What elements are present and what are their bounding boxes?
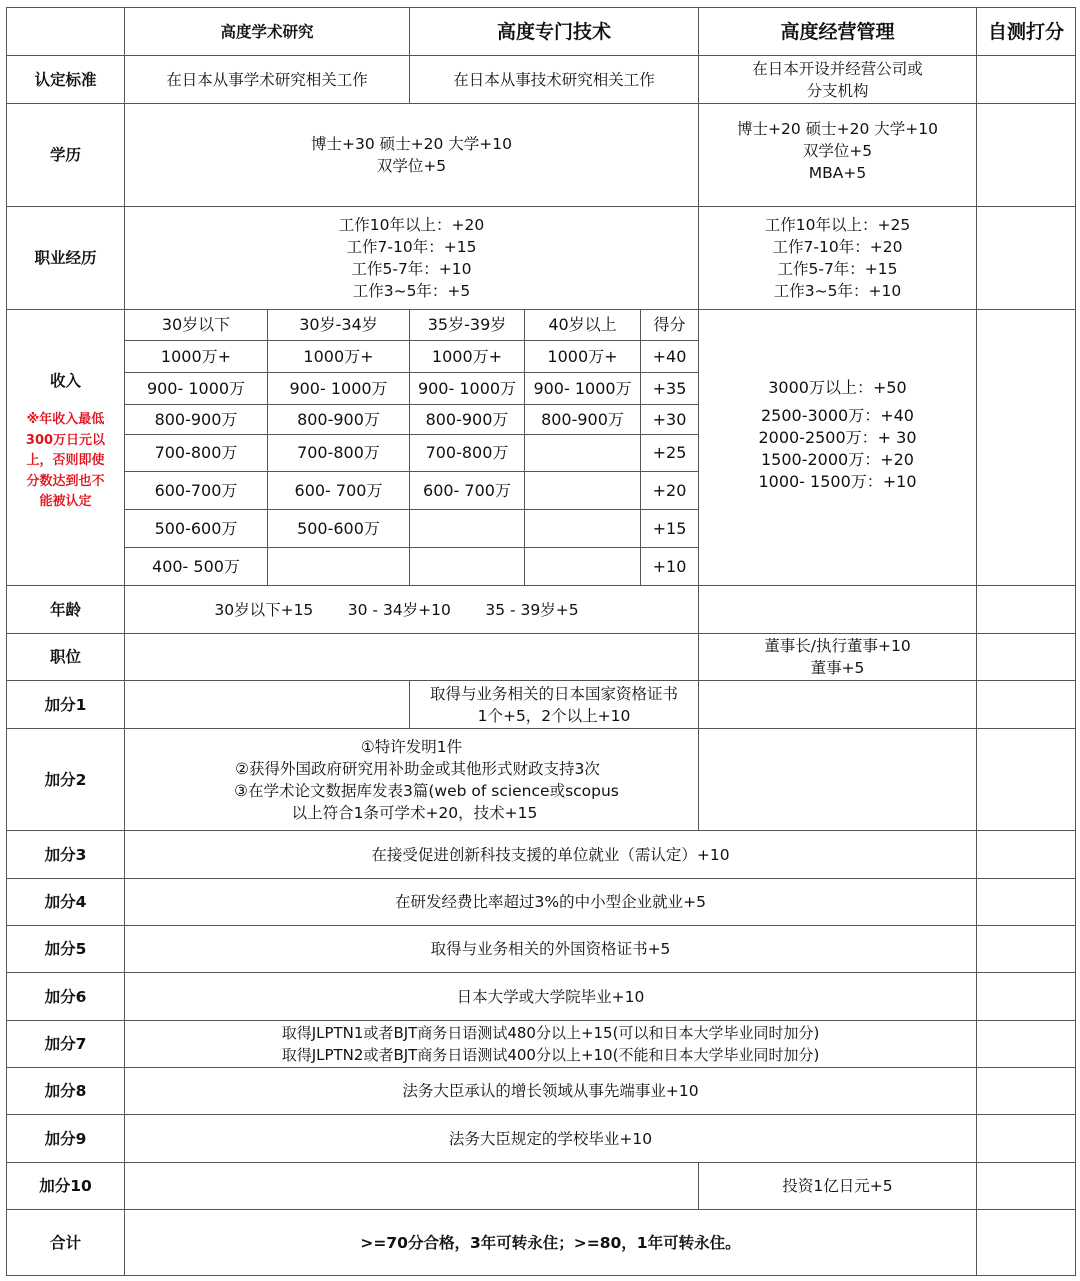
career-line: 工作3~5年：+10 [773, 282, 902, 300]
income-col-35-39: 35岁-39岁 [409, 309, 525, 341]
income-cell: 900- 1000万 [124, 372, 268, 405]
income-cell: 600- 700万 [267, 471, 410, 510]
bonus4-all: 在研发经费比率超过3%的中小型企业就业+5 [124, 878, 977, 926]
self-score-cell-position[interactable] [976, 633, 1076, 681]
bonus1-line: 取得与业务相关的日本国家资格证书 [429, 684, 678, 703]
row-label-bonus9: 加分9 [6, 1114, 125, 1163]
position-line: 董事+5 [810, 659, 865, 677]
bonus10-academic-technical [124, 1162, 699, 1210]
row-label-bonus4: 加分4 [6, 878, 125, 926]
income-cell [409, 547, 525, 586]
income-col-under30: 30岁以下 [124, 309, 268, 341]
income-note-line: ※年收入最低 [26, 412, 105, 428]
header-self-score: 自测打分 [976, 7, 1076, 56]
row-label-bonus5: 加分5 [6, 925, 125, 973]
bonus7-line: 取得JLPTN1或者BJT商务日语测试480分以上+15(可以和日本大学毕业同时加分) [281, 1024, 820, 1042]
row-label-total: 合计 [6, 1209, 125, 1276]
career-line: 工作5-7年：+10 [351, 260, 472, 278]
row-label-bonus7: 加分7 [6, 1020, 125, 1068]
education-management [698, 103, 977, 207]
criteria-management-line: 分支机构 [806, 81, 869, 100]
income-management-line: 2500-3000万：+40 [761, 405, 914, 425]
income-management-line: 2000-2500万：+ 30 [758, 427, 917, 447]
income-score: +10 [640, 547, 699, 586]
row-label-education: 学历 [6, 103, 125, 207]
bonus5-all: 取得与业务相关的外国资格证书+5 [124, 925, 977, 973]
career-academic-technical [124, 206, 699, 310]
income-cell: 700-800万 [267, 434, 410, 472]
row-label-bonus8: 加分8 [6, 1067, 125, 1115]
bonus2-line: 以上符合1条可学术+20，技术+15 [291, 803, 538, 822]
income-cell: 1000万+ [267, 340, 410, 373]
income-cell: 600- 700万 [409, 471, 525, 510]
total-all: >=70分合格，3年可转永住；>=80，1年可转永住。 [124, 1209, 977, 1276]
self-score-cell-bonus4[interactable] [976, 878, 1076, 926]
income-cell [524, 547, 641, 586]
age-management [698, 585, 977, 634]
income-cell: 900- 1000万 [409, 372, 525, 405]
education-line: 博士+30 硕士+20 大学+10 [311, 135, 512, 153]
income-note-line: 能被认定 [39, 494, 92, 510]
self-score-cell-career[interactable] [976, 206, 1076, 310]
career-line: 工作5-7年：+15 [777, 260, 898, 278]
career-line: 工作7-10年：+20 [772, 238, 903, 256]
career-line: 工作10年以上：+25 [764, 216, 911, 234]
income-score: +35 [640, 372, 699, 405]
row-label-bonus6: 加分6 [6, 972, 125, 1021]
bonus7-line: 取得JLPTN2或者BJT商务日语测试400分以上+10(不能和日本大学毕业同时加分) [281, 1046, 820, 1064]
income-cell: 800-900万 [267, 404, 410, 435]
row-label-bonus3: 加分3 [6, 830, 125, 879]
row-label-bonus2: 加分2 [6, 728, 125, 831]
education-line: MBA+5 [808, 164, 867, 182]
self-score-cell-bonus6[interactable] [976, 972, 1076, 1021]
income-note-line: 300万日元以 [25, 432, 106, 448]
career-line: 工作3~5年：+5 [352, 282, 471, 300]
income-cell: 400- 500万 [124, 547, 268, 586]
education-line: 双学位+5 [802, 142, 873, 160]
header-academic: 高度学术研究 [124, 7, 410, 56]
self-score-cell-education[interactable] [976, 103, 1076, 207]
header-management: 高度经营管理 [698, 7, 977, 56]
bonus2-academic-technical [124, 728, 699, 831]
income-score: +40 [640, 340, 699, 373]
education-academic-technical [124, 103, 699, 207]
row-label-career: 职业经历 [6, 206, 125, 310]
income-score: +15 [640, 509, 699, 548]
income-cell: 1000万+ [409, 340, 525, 373]
row-label-criteria: 认定标准 [6, 55, 125, 104]
criteria-academic: 在日本从事学术研究相关工作 [124, 55, 410, 104]
income-label: 收入 [49, 372, 81, 391]
position-management [698, 633, 977, 681]
income-cell: 600-700万 [124, 471, 268, 510]
row-label-bonus1: 加分1 [6, 680, 125, 729]
header-technical: 高度专门技术 [409, 7, 699, 56]
income-col-score: 得分 [640, 309, 699, 341]
bonus7-all [124, 1020, 977, 1068]
bonus1-line: 1个+5，2个以上+10 [477, 706, 631, 725]
income-score: +20 [640, 471, 699, 510]
income-cell [267, 547, 410, 586]
bonus1-academic [124, 680, 410, 729]
criteria-technical: 在日本从事技术研究相关工作 [409, 55, 699, 104]
education-line: 博士+20 硕士+20 大学+10 [737, 120, 938, 138]
self-score-cell-bonus3[interactable] [976, 830, 1076, 879]
income-score: +30 [640, 404, 699, 435]
position-academic-technical [124, 633, 699, 681]
income-cell: 500-600万 [267, 509, 410, 548]
income-cell [524, 471, 641, 510]
row-label-position: 职位 [6, 633, 125, 681]
income-management-line: 1500-2000万：+20 [761, 449, 914, 469]
income-score: +25 [640, 434, 699, 472]
income-cell: 700-800万 [409, 434, 525, 472]
income-cell: 900- 1000万 [524, 372, 641, 405]
self-score-cell-bonus2[interactable] [976, 728, 1076, 831]
income-cell: 1000万+ [124, 340, 268, 373]
self-score-cell-age[interactable] [976, 585, 1076, 634]
bonus2-line: ②获得外国政府研究用补助金或其他形式财政支持3次 [235, 759, 600, 778]
income-col-over40: 40岁以上 [524, 309, 641, 341]
criteria-management [698, 55, 977, 104]
education-line: 双学位+5 [376, 157, 447, 175]
income-cell: 500-600万 [124, 509, 268, 548]
self-score-cell-bonus7[interactable] [976, 1020, 1076, 1068]
income-cell: 900- 1000万 [267, 372, 410, 405]
age-text: 30岁以下+15 30 - 34岁+10 35 - 39岁+5 [214, 600, 579, 619]
self-score-cell-criteria[interactable] [976, 55, 1076, 104]
career-line: 工作7-10年：+15 [346, 238, 477, 256]
self-score-cell-income[interactable] [976, 309, 1076, 586]
bonus9-all: 法务大臣规定的学校毕业+10 [124, 1114, 977, 1163]
income-cell [409, 509, 525, 548]
income-cell: 800-900万 [409, 404, 525, 435]
bonus3-all: 在接受促进创新科技支援的单位就业（需认定）+10 [124, 830, 977, 879]
self-score-cell-total[interactable] [976, 1209, 1076, 1276]
bonus1-technical [409, 680, 699, 729]
income-management-line: 1000- 1500万：+10 [758, 471, 917, 491]
income-cell: 800-900万 [524, 404, 641, 435]
income-management [698, 309, 977, 586]
career-management [698, 206, 977, 310]
income-cell [524, 434, 641, 472]
age-academic-technical [124, 585, 699, 634]
income-management-line: 3000万以上：+50 [768, 377, 907, 397]
income-note-line: 上，否则即使 [26, 453, 105, 469]
bonus8-all: 法务大臣承认的增长领域从事先端事业+10 [124, 1067, 977, 1115]
self-score-cell-bonus5[interactable] [976, 925, 1076, 973]
criteria-management-line: 在日本开设并经营公司或 [752, 59, 923, 78]
income-cell [524, 509, 641, 548]
bonus1-management [698, 680, 977, 729]
bonus2-line: ③在学术论文数据库发表3篇(web of science或scopus [234, 781, 619, 800]
header-corner [6, 7, 125, 56]
income-note-line: 分数达到也不 [26, 473, 105, 489]
bonus10-management: 投资1亿日元+5 [698, 1162, 977, 1210]
self-score-cell-bonus1[interactable] [976, 680, 1076, 729]
position-line: 董事长/执行董事+10 [764, 637, 911, 655]
income-cell: 1000万+ [524, 340, 641, 373]
row-label-income [6, 309, 125, 586]
bonus2-management [698, 728, 977, 831]
row-label-bonus10: 加分10 [6, 1162, 125, 1210]
self-score-cell-bonus9[interactable] [976, 1114, 1076, 1163]
self-score-cell-bonus10[interactable] [976, 1162, 1076, 1210]
bonus6-all: 日本大学或大学院毕业+10 [124, 972, 977, 1021]
income-col-30-34: 30岁-34岁 [267, 309, 410, 341]
row-label-age: 年龄 [6, 585, 125, 634]
income-minimum-note [26, 410, 105, 513]
income-cell: 800-900万 [124, 404, 268, 435]
self-score-cell-bonus8[interactable] [976, 1067, 1076, 1115]
career-line: 工作10年以上：+20 [338, 216, 485, 234]
income-cell: 700-800万 [124, 434, 268, 472]
bonus2-line: ①特许发明1件 [360, 737, 463, 756]
